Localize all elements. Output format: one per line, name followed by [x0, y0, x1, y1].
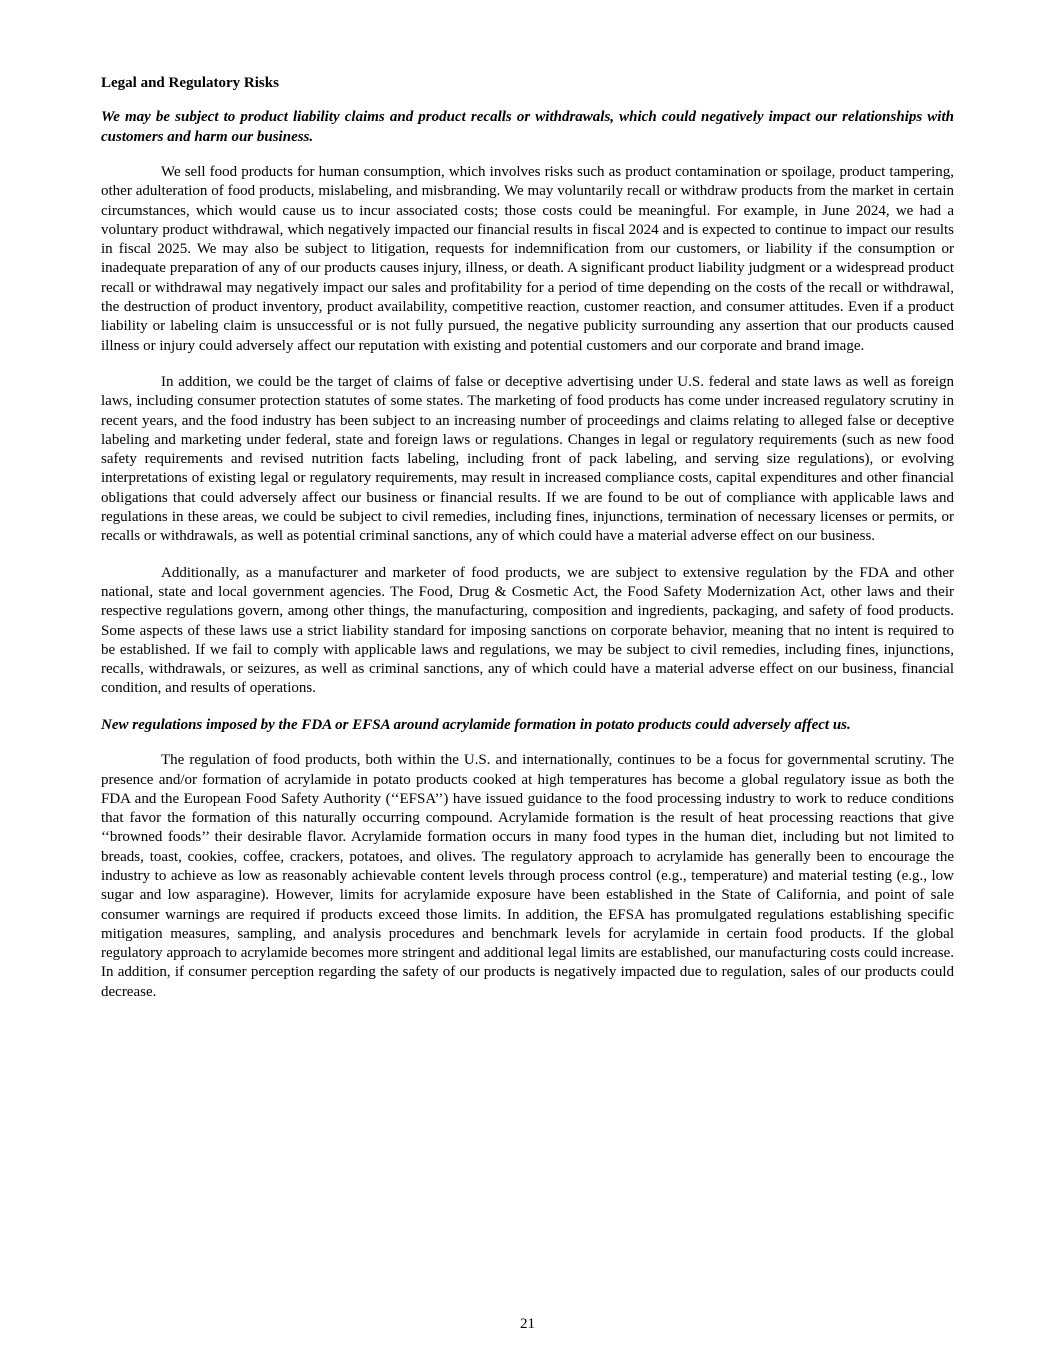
paragraph: Additionally, as a manufacturer and marketer of food products, we are subject to extensive regulation by the FDA and other national, state and local government agencies. The Food, Drug & Cosmetic Act, the Food Safety Modernization Act, other laws and their respective regulations govern, among other things, the manufacturing, composition and ingredients, packaging, and safety of food products. Some aspects of these laws use a strict liability standard for imposing sanctions on corporate behavior, meaning that no intent is required to be established. If we fail to comply with applicable laws and regulations, we may be subject to civil remedies, including fines, injunctions, recalls, withdrawals, or seizures, as well as criminal sanctions, any of which could have a material adverse effect on our business, financial condition, and results of operations. — [101, 564, 954, 697]
document-page — [101, 72, 954, 1019]
paragraph: In addition, we could be the target of claims of false or deceptive advertising under U.S. federal and state laws as well as foreign laws, including consumer protection statutes of some states. The marketing of food products has come under increased regulatory scrutiny in recent years, and the food industry has been subject to an increasing number of proceedings and claims relating to alleged false or deceptive labeling and marketing under federal, state and foreign laws or regulations. Changes in legal or regulatory requirements (such as new food safety requirements and revised nutrition facts labeling, including front of pack labeling, and serving size regulations), or evolving interpretations of existing legal or regulatory requirements, may result in increased compliance costs, capital expenditures and other financial obligations that could adversely affect our business or financial results. If we are found to be out of compliance with applicable laws and regulations in these areas, we could be subject to civil remedies, including fines, injunctions, termination of necessary licenses or permits, or recalls or withdrawals, as well as potential criminal sanctions, any of which could have a material adverse effect on our business. — [101, 373, 954, 545]
page-number: 21 — [520, 1316, 535, 1332]
paragraph: We sell food products for human consumption, which involves risks such as product contamination or spoilage, product tampering, other adulteration of food products, mislabeling, and misbranding. We may voluntarily recall or withdraw products from the market in certain circumstances, which would cause us to incur associated costs; those costs could be meaningful. For example, in June 2024, we had a voluntary product withdrawal, which negatively impacted our financial results in fiscal 2024 and is expected to continue to impact our results in fiscal 2025. We may also be subject to litigation, requests for indemnification from our customers, or liability if the consumption or inadequate preparation of any of our products causes injury, illness, or death. A significant product liability judgment or a widespread product recall or withdrawal may negatively impact our sales and profitability for a period of time depending on the costs of the recall or withdrawal, the destruction of product inventory, product availability, competitive reaction, customer reaction, and consumer attitudes. Even if a product liability or labeling claim is unsuccessful or is not fully pursued, the negative publicity surrounding any assertion that our products caused illness or injury could adversely affect our reputation with existing and potential customers and our corporate and brand image. — [101, 164, 954, 354]
risk-heading-product-liability: We may be subject to product liability claims and product recalls or withdrawals, which could negatively impact our relationships with customers and harm our business. — [101, 109, 954, 145]
risk-heading-acrylamide: New regulations imposed by the FDA or EFSA around acrylamide formation in potato products could adversely affect us. — [101, 716, 851, 733]
section-title: Legal and Regulatory Risks — [101, 75, 279, 91]
paragraph: The regulation of food products, both within the U.S. and internationally, continues to be a focus for governmental scrutiny. The presence and/or formation of acrylamide in potato products cooked at high temperatures has become a global regulatory issue as both the FDA and the European Food Safety Authority (‘‘EFSA’’) have issued guidance to the food processing industry to work to reduce conditions that favor the formation of this naturally occurring compound. Acrylamide formation is the result of heat processing reactions that give ‘‘browned foods’’ their desirable flavor. Acrylamide formation occurs in many food types in the human diet, including but not limited to breads, toast, cookies, coffee, crackers, potatoes, and olives. The regulatory approach to acrylamide has generally been to encourage the industry to achieve as low as reasonably achievable content levels through process control (e.g., temperature) and material testing (e.g., low sugar and low asparagine). However, limits for acrylamide exposure have been established in the State of California, and point of sale consumer warnings are required if products exceed those limits. In addition, the EFSA has promulgated regulations establishing specific mitigation measures, sampling, and analysis procedures and benchmark levels for acrylamide in certain food products. If the global regulatory approach to acrylamide becomes more stringent and additional legal limits are established, our manufacturing costs could increase. In addition, if consumer perception regarding the safety of our products is negatively impacted due to regulation, sales of our products could decrease. — [101, 752, 954, 1000]
